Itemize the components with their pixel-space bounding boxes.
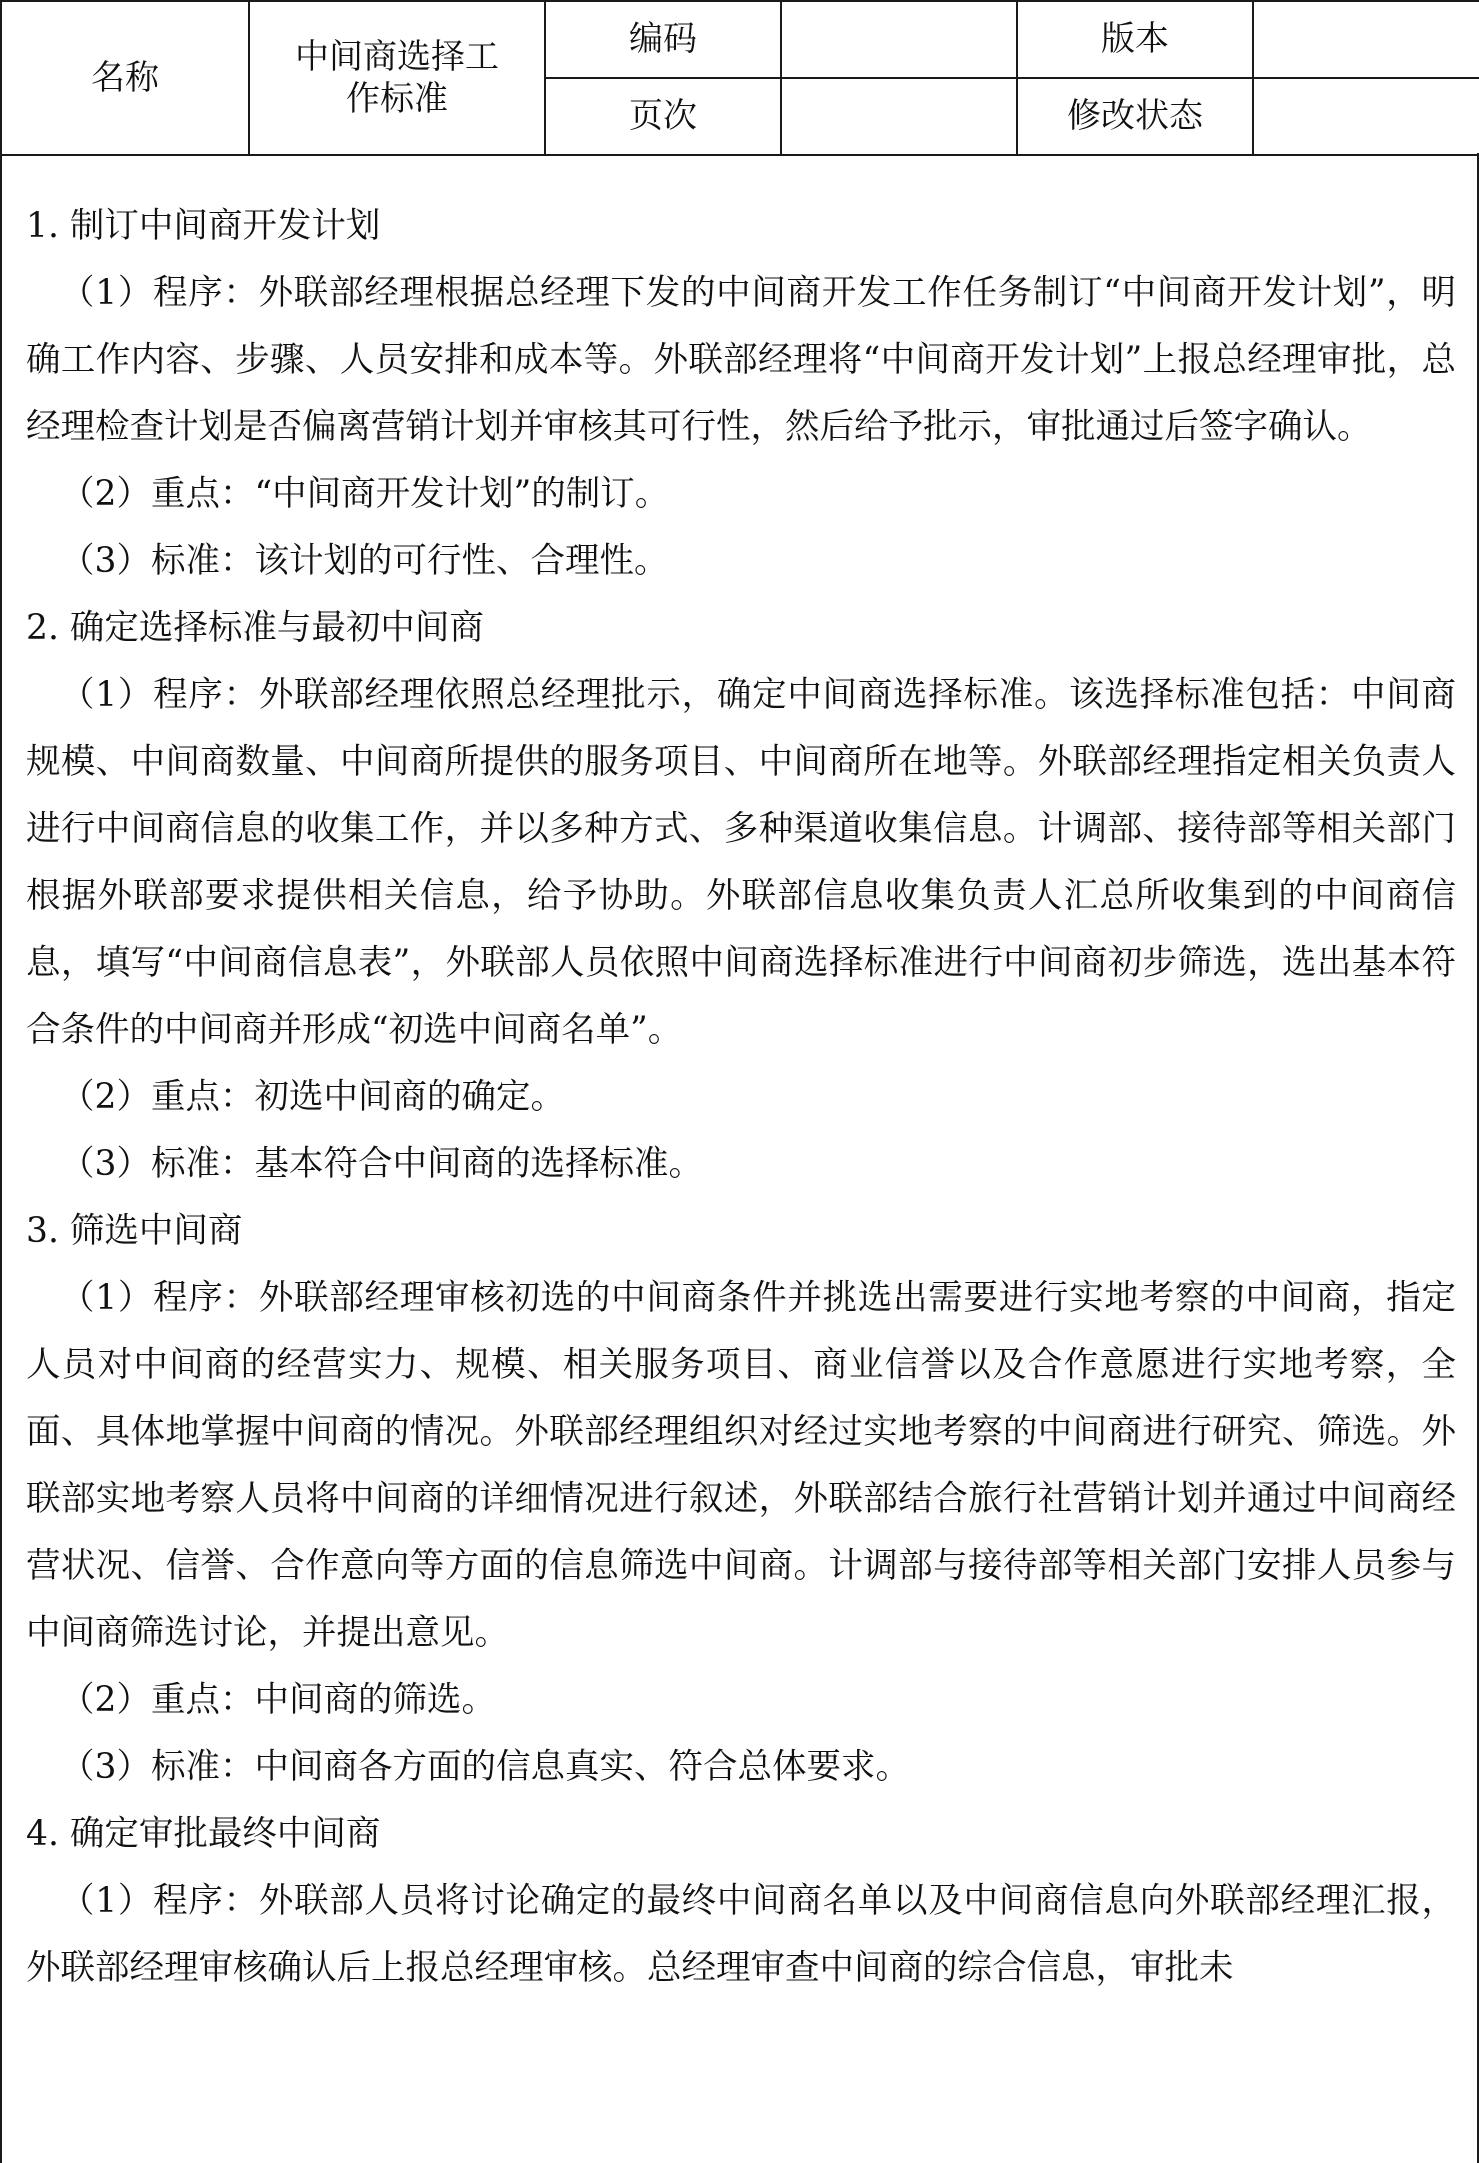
- name-label-cell: [1, 1, 249, 155]
- revision-value-cell: [1253, 78, 1479, 155]
- page-label: 页次: [629, 96, 697, 137]
- section-heading: 3. 筛选中间商: [26, 1211, 243, 1251]
- section-item: （2）重点：“中间商开发计划”的制订。: [60, 474, 670, 514]
- title-line-2: 作标准: [346, 79, 448, 119]
- section-item: （1）程序：外联部经理审核初选的中间商条件并挑选出需要进行实地考察的中间商，指定人员对中间商的经营实力、规模、相关服务项目、商业信誉以及合作意愿进行实地考察，全面、具体地掌握中间商的情况。外联部经理组织对经过实地考察的中间商进行研究、筛选。外联部实地考察人员将中间商的详细情况进行叙述，外联部结合旅行社营销计划并通过中间商经营状况、信誉、合作意向等方面的信息筛选中间商。计调部与接待部等相关部门安排人员参与中间商筛选讨论，并提出意见。: [26, 1278, 1456, 1653]
- section-item: （2）重点：中间商的筛选。: [60, 1680, 496, 1720]
- header-table: [0, 0, 1479, 156]
- section-item: （3）标准：中间商各方面的信息真实、符合总体要求。: [60, 1747, 910, 1787]
- title-line-1: 中间商选择工: [295, 36, 499, 77]
- page-value-cell: [781, 78, 1017, 155]
- section-item: （2）重点：初选中间商的确定。: [60, 1077, 565, 1117]
- code-label-cell: [545, 1, 781, 78]
- section-item: （3）标准：基本符合中间商的选择标准。: [60, 1144, 703, 1184]
- title-cell: [249, 1, 545, 155]
- revision-label: 修改状态: [1067, 96, 1203, 137]
- content-box: [0, 153, 1479, 2163]
- code-label: 编码: [629, 19, 697, 60]
- section-item: （3）标准：该计划的可行性、合理性。: [60, 541, 669, 581]
- section-heading: 4. 确定审批最终中间商: [26, 1814, 381, 1854]
- name-label: 名称: [91, 57, 159, 98]
- section-item: （1）程序：外联部经理根据总经理下发的中间商开发工作任务制订“中间商开发计划”，明确工作内容、步骤、人员安排和成本等。外联部经理将“中间商开发计划”上报总经理审批，总经理检查计划是否偏离营销计划并审核其可行性，然后给予批示，审批通过后签字确认。: [26, 273, 1456, 447]
- version-value-cell: [1253, 1, 1479, 78]
- page-label-cell: [545, 78, 781, 155]
- section-item: （1）程序：外联部人员将讨论确定的最终中间商名单以及中间商信息向外联部经理汇报，外联部经理审核确认后上报总经理审核。总经理审查中间商的综合信息，审批未: [26, 1881, 1456, 1988]
- version-label: 版本: [1101, 19, 1169, 60]
- section-heading: 1. 制订中间商开发计划: [26, 206, 381, 246]
- version-label-cell: [1017, 1, 1253, 78]
- section-heading: 2. 确定选择标准与最初中间商: [26, 608, 484, 648]
- content-text: [26, 193, 1456, 2002]
- revision-label-cell: [1017, 78, 1253, 155]
- section-item: （1）程序：外联部经理依照总经理批示，确定中间商选择标准。该选择标准包括：中间商规模、中间商数量、中间商所提供的服务项目、中间商所在地等。外联部经理指定相关负责人进行中间商信息的收集工作，并以多种方式、多种渠道收集信息。计调部、接待部等相关部门根据外联部要求提供相关信息，给予协助。外联部信息收集负责人汇总所收集到的中间商信息，填写“中间商信息表”，外联部人员依照中间商选择标准进行中间商初步筛选，选出基本符合条件的中间商并形成“初选中间商名单”。: [26, 675, 1456, 1050]
- code-value-cell: [781, 1, 1017, 78]
